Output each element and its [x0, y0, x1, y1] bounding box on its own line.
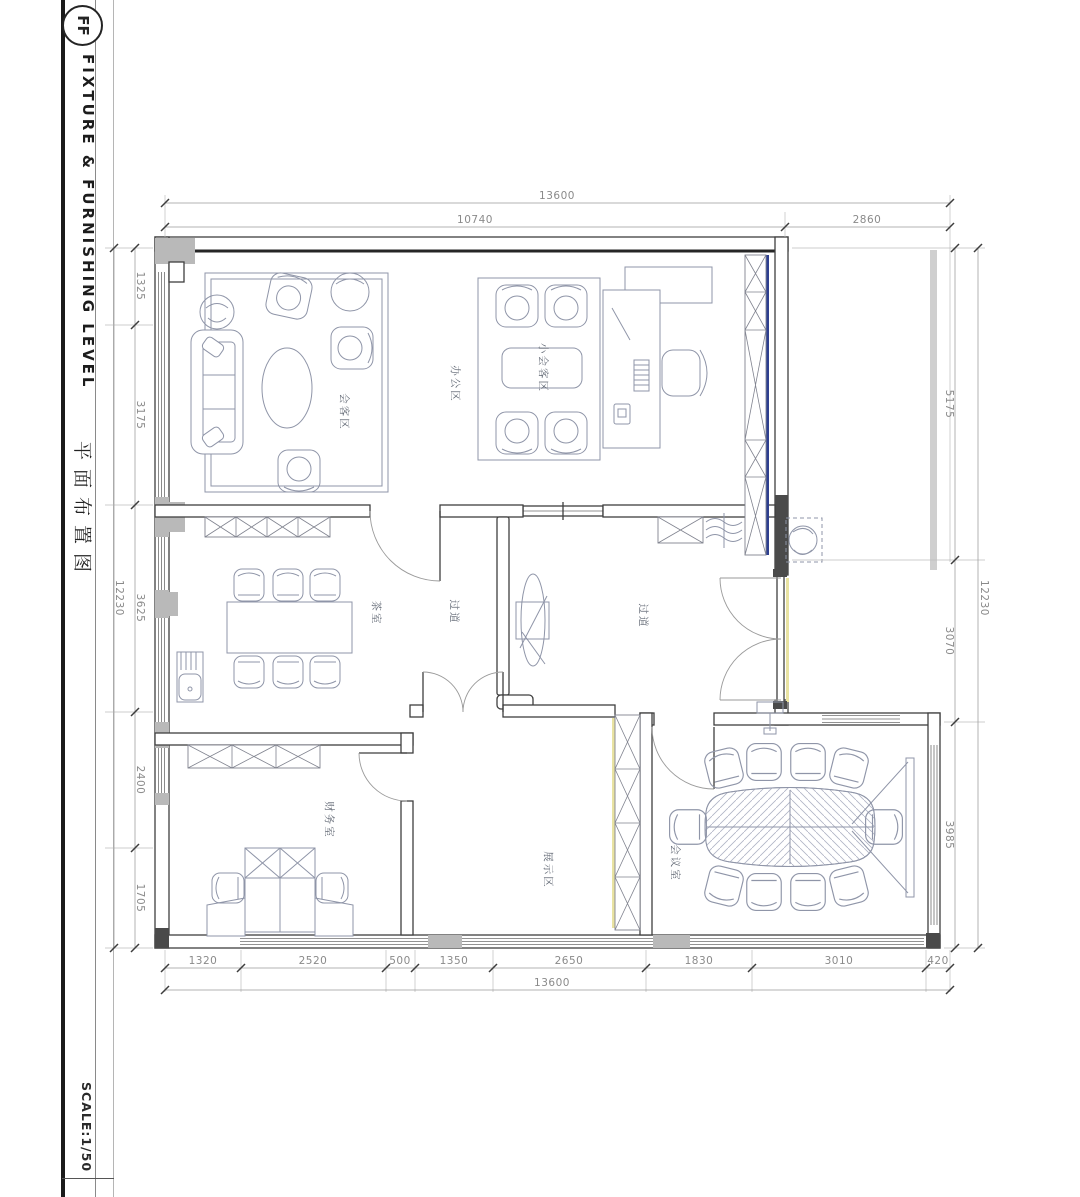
dim-bottom-seg: 2650	[554, 955, 584, 967]
plant-leaves	[206, 304, 228, 323]
conference-room-furniture	[670, 702, 914, 910]
dim-bottom-seg: 420	[927, 955, 949, 967]
dim-left-seg: 2400	[134, 765, 146, 795]
firm-logo	[62, 5, 103, 46]
doors	[359, 511, 787, 801]
label-reception: 会客区	[338, 393, 350, 431]
dim-right-seg: 5175	[943, 389, 955, 419]
terrace-edge	[930, 250, 937, 570]
dim-top-seg: 2860	[852, 214, 882, 226]
sofa	[191, 330, 243, 454]
scale-label: SCALE:1/50	[79, 1082, 94, 1173]
drawing-title-chinese: 平面布置图	[71, 441, 93, 582]
dim-bottom-total: 13600	[534, 977, 570, 989]
round-chair-back	[336, 279, 364, 284]
accent-yellow-entry	[786, 578, 789, 702]
dim-left-seg: 3175	[134, 400, 146, 430]
label-tea-room: 茶室	[370, 600, 382, 626]
finance-cabinet	[188, 745, 320, 768]
office-bookcase	[745, 255, 766, 555]
finance-room-door	[359, 753, 407, 801]
label-conference: 会议室	[669, 844, 681, 882]
sink-counter	[177, 652, 203, 702]
decor-leaves	[520, 596, 547, 664]
conference-north-window	[822, 714, 900, 724]
corridor-furniture	[516, 574, 549, 666]
accent-yellow-divider	[612, 718, 615, 928]
finance-room-furniture	[207, 848, 353, 936]
dim-left-seg: 1325	[134, 271, 146, 301]
dim-bottom-seg: 1320	[188, 955, 218, 967]
dim-bottom-seg: 2520	[298, 955, 328, 967]
dimension-top	[161, 190, 954, 231]
dim-left-seg: 3625	[134, 593, 146, 623]
firm-logo-text: FF	[74, 15, 92, 36]
office-area-furniture	[478, 267, 712, 460]
armchair	[331, 327, 373, 369]
label-exhibition: 展示区	[542, 851, 554, 889]
corridor-pass-window	[523, 502, 603, 520]
finance-desks	[207, 848, 353, 936]
bottom-wall-windows	[240, 936, 924, 947]
tea-room-top-cabinet	[205, 517, 330, 537]
label-corridor-2: 过道	[637, 603, 649, 629]
accent-blue-strip	[766, 255, 769, 555]
tea-room-furniture	[177, 569, 352, 702]
dimension-left	[110, 244, 146, 952]
label-finance: 财务室	[323, 801, 335, 839]
reception-area-furniture	[191, 271, 388, 492]
dim-top-seg: 10740	[457, 214, 493, 226]
dim-bottom-seg: 1350	[439, 955, 469, 967]
dim-right-seg: 3985	[943, 820, 955, 850]
coat-rack	[706, 513, 742, 548]
dim-left-total: 12230	[113, 580, 125, 616]
main-entrance-double-door	[720, 569, 787, 709]
desk-chair	[212, 873, 244, 903]
corridor-double-door	[423, 672, 503, 712]
dim-bottom-seg: 1830	[684, 955, 714, 967]
drawing-title-english: FIXTURE & FURNISHING LEVEL	[79, 54, 97, 390]
entry-outside-plant	[786, 518, 822, 562]
desk-chair	[316, 873, 348, 903]
tea-room-door	[370, 511, 440, 581]
label-small-meeting: 小会客区	[537, 343, 549, 393]
dim-left-seg: 1705	[134, 883, 146, 913]
dim-top-total: 13600	[539, 190, 575, 202]
dim-bottom-seg: 3010	[824, 955, 854, 967]
tea-table	[227, 602, 352, 653]
label-corridor-1: 过道	[448, 599, 460, 625]
dim-bottom-seg: 500	[389, 955, 411, 967]
corridor-cabinet	[658, 513, 742, 548]
east-wall-window	[929, 745, 939, 925]
coffee-table	[262, 348, 312, 428]
dimension-bottom	[161, 955, 954, 994]
executive-desk	[603, 290, 660, 448]
display-divider-cabinet	[615, 715, 640, 930]
decor-plant	[521, 574, 545, 666]
dim-right-seg: 3070	[943, 626, 955, 656]
label-office: 办公区	[449, 365, 461, 403]
office-chair	[662, 350, 707, 396]
dim-right-total: 12230	[978, 580, 990, 616]
